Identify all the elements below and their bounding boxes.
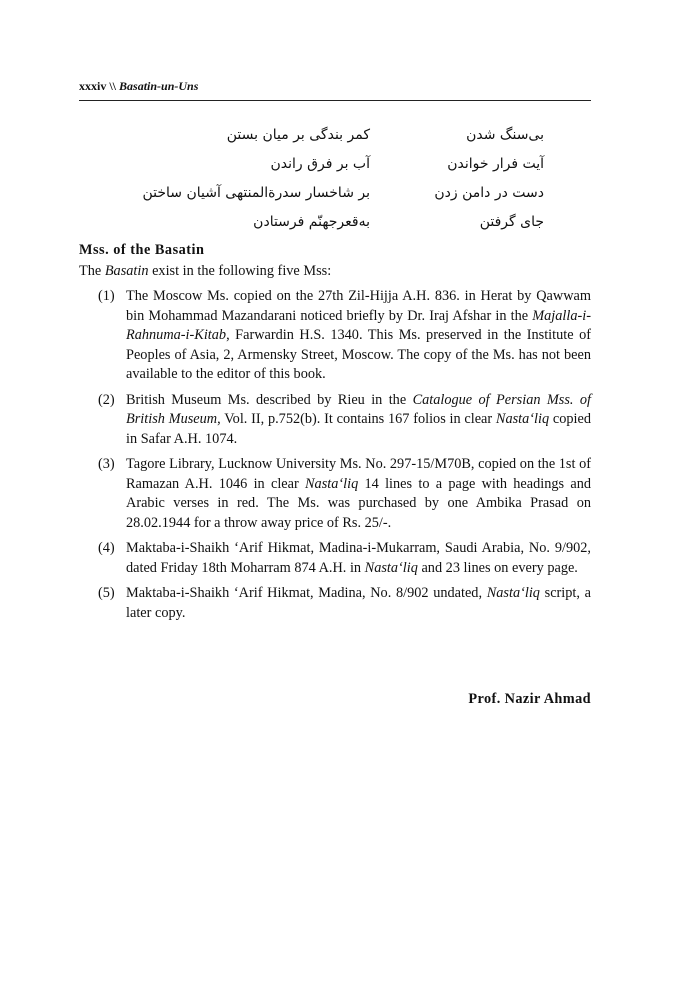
item-text: , Vol. II, p.752(b). It contains 167 folios in clear [217,411,496,427]
manuscript-list [79,287,591,623]
intro-text: The [79,262,105,279]
item-number: (1) [98,288,115,304]
body-text [79,241,591,629]
item-text: and 23 lines on every page. [417,559,578,576]
item-text: script, a later copy. [126,585,591,621]
manuscript-item [79,391,591,450]
header-separator: \\ [109,79,117,93]
persian-line: جای گرفتن [479,214,544,230]
item-text: Tagore Library, Lucknow University Ms. No. 297-15/M70B, copied on the 1st of Ramazan A.H. 1046 in clear [126,456,591,492]
header-rule [79,100,591,101]
item-text: British Museum Ms. described by Rieu in the [126,391,413,408]
intro-paragraph [79,262,591,282]
item-text: Maktaba-i-Shaikh ‘Arif Hikmat, Madina, No. 8/902 undated, [126,585,487,601]
persian-line: آب بر فرق راندن [270,156,370,172]
item-text: Maktaba-i-Shaikh ‘Arif Hikmat, Madina-i-Mukarram, Saudi Arabia, No. 9/902, dated Friday 18th Moharram 874 A.H. in [126,540,591,576]
manuscript-item [79,584,591,623]
item-text: , Farwardin H.S. 1340. This Ms. preserved in the Institute of Peoples of Asia, 2, Armensky Street, Moscow. The copy of the Ms. has not been available to the editor of this book. [126,327,591,382]
persian-column-right [420,121,544,237]
item-number: (4) [98,540,115,556]
running-header [79,79,591,94]
item-italic: Nasta‘liq [486,585,540,601]
item-number: (2) [98,391,115,408]
manuscript-item [79,455,591,533]
persian-line: بی‌سنگ شدن [466,127,544,143]
intro-text: exist in the following five Mss: [148,262,332,279]
persian-line: به‌قعرجهنّم فرستادن [253,214,370,230]
header-title: Basatin-un-Uns [119,79,199,93]
intro-italic: Basatin [104,262,149,279]
item-text: copied in Safar A.H. 1074. [126,411,591,447]
item-italic: Majalla-i-Rahnuma-i-Kitab [126,307,591,343]
manuscript-item [79,287,591,385]
author-signature: Prof. Nazir Ahmad [468,691,591,707]
manuscript-item [79,539,591,578]
item-italic: Nasta‘liq [305,475,359,492]
section-heading: Mss. of the Basatin [79,242,205,258]
item-italic: Catalogue of Persian Mss. of British Museum [126,391,591,427]
item-italic: Nasta‘liq [364,559,418,576]
item-italic: Nasta‘liq [495,411,550,427]
persian-line: کمر بندگی بر میان بستن [226,127,370,143]
persian-line: بر شاخسار سدرةالمنتهی آشیان ساختن [142,185,370,201]
item-number: (3) [98,456,115,472]
persian-column-left [140,121,370,237]
persian-line: آیت فرار خواندن [447,156,544,172]
page-number: xxxiv [79,79,107,93]
item-number: (5) [98,585,115,601]
persian-line: دست در دامن زدن [434,185,544,201]
item-text: The Moscow Ms. copied on the 27th Zil-Hijja A.H. 836. in Herat by Qawwam bin Mohammad Mazandarani noticed briefly by Dr. Iraj Afshar in the [126,288,591,324]
item-text: 14 lines to a page with headings and Arabic verses in red. The Ms. was purchased by one Ambika Prasad on 28.02.1944 for a throw away price of Rs. 25/-. [126,475,591,531]
